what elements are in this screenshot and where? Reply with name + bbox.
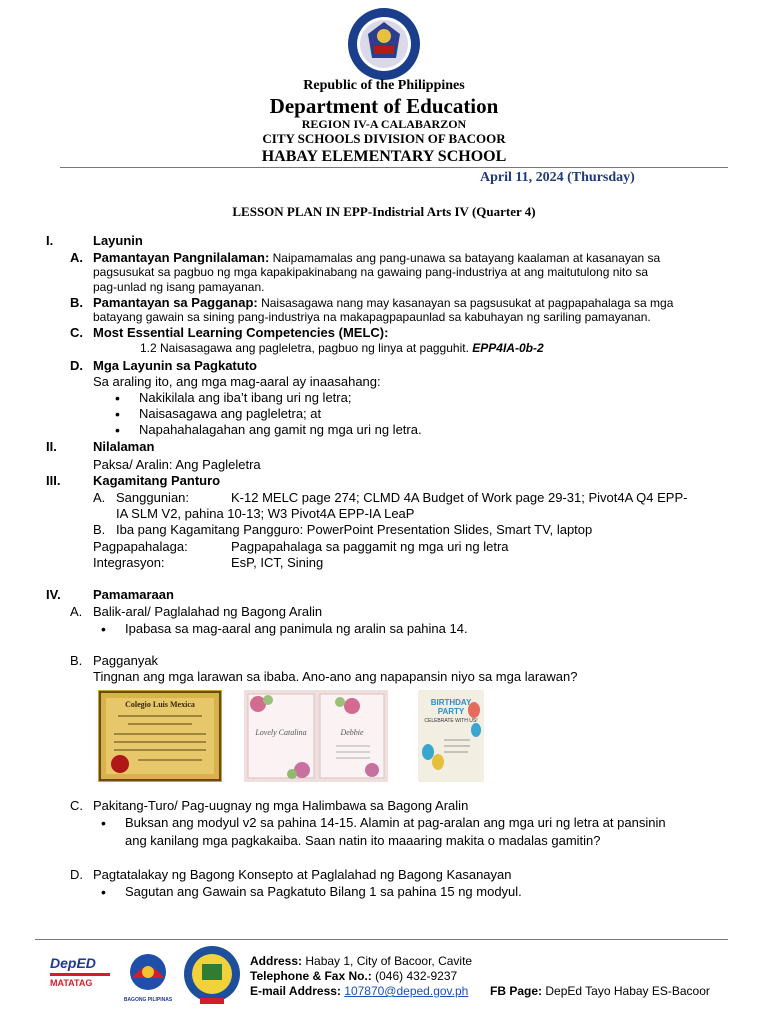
republic-text: Republic of the Philippines (303, 78, 465, 93)
pagpapahalaga-value: Pagpapahalaga sa paggamit ng mga uri ng letra (231, 539, 509, 554)
iv-b-heading: Pagganyak (93, 653, 159, 668)
section-ii-label: Nilalaman (93, 439, 155, 454)
address-label: Address: (250, 954, 303, 968)
i-a-letter: A. (70, 250, 83, 265)
i-a-heading: Pamantayan Pangnilalaman: (93, 250, 270, 265)
iii-a-letter: A. (93, 490, 106, 505)
birthday-subtitle: CELEBRATE WITH US! (424, 718, 478, 724)
objective-item: • Naisasagawa ang pagleletra; at (139, 406, 321, 422)
address-value: Habay 1, City of Bacoor, Cavite (305, 954, 473, 968)
objective-item: • Napahahalagahan ang gamit ng mga uri ng letra. (139, 422, 422, 438)
i-b-text: Naisasagawa nang may kasanayan sa pagsusukat at pagpapahalaga sa mga (261, 296, 674, 310)
i-a-text: Naipamamalas ang pang-unawa sa batayang kaalaman at kasanayan sa (272, 251, 661, 265)
email-link[interactable]: 107870@deped.gov.ph (344, 984, 469, 998)
melc-line (140, 341, 544, 356)
i-b-line2: batayang gawain sa sining pang-industriya na makapagpapaunlad sa kabuhayan ng sariling pamayanan. (93, 310, 651, 324)
i-d-heading: Mga Layunin sa Pagkatuto (93, 358, 257, 373)
iv-a-bullet: • Ipabasa sa mag-aaral ang panimula ng aralin sa pahina 14. (125, 621, 468, 637)
iv-d-letter: D. (70, 867, 83, 882)
i-b-heading: Pamantayan sa Pagganap: (93, 295, 258, 310)
iv-a-heading: Balik-aral/ Paglalahad ng Bagong Aralin (93, 604, 323, 619)
paksa-text: Paksa/ Aralin: Ang Pagleletra (93, 457, 261, 472)
iii-b-text: Iba pang Kagamitang Pangguro: PowerPoint Presentation Slides, Smart TV, laptop (116, 522, 593, 537)
lesson-title: LESSON PLAN IN EPP-Indistrial Arts IV (Quarter 4) (232, 204, 536, 219)
iii-a-line2: IA SLM V2, pahina 10-13; W3 Pivot4A EPP-IA LeaP (116, 506, 415, 521)
iv-c-line1: • Buksan ang modyul v2 sa pahina 14-15. Alamin at pag-aralan ang mga uri ng letra at pansinin (125, 815, 666, 831)
section-iv-label: Pamamaraan (93, 587, 174, 602)
deped-seal (346, 6, 422, 82)
bagong-pilipinas-logo (118, 952, 178, 1002)
fb-value: DepEd Tayo Habay ES-Bacoor (545, 984, 710, 998)
section-iii-label: Kagamitang Panturo (93, 473, 221, 488)
iii-a-label: Sanggunian: (116, 490, 190, 505)
division-text: CITY SCHOOLS DIVISION OF BACOOR (262, 131, 506, 146)
section-iv-num: IV. (46, 587, 61, 602)
i-a-line2: pagsusukat sa pagbuo ng mga kapakipakinabang na gawaing pang-industriya at ang maitutulong nito sa (93, 265, 649, 279)
department-title: Department of Education (269, 94, 499, 118)
section-iii-num: III. (46, 473, 61, 488)
footer-email (250, 984, 468, 999)
i-c-letter: C. (70, 325, 83, 340)
phone-value: (046) 432-9237 (375, 969, 458, 983)
iv-c-letter: C. (70, 798, 83, 813)
habay-school-logo (182, 944, 242, 1006)
i-b-line1 (93, 295, 733, 311)
birthday-invitation-image (418, 690, 484, 782)
invite-left-name: Lovely Catalina (255, 728, 307, 737)
matatag-text: MATATAG (50, 978, 93, 988)
email-label: E-mail Address: (250, 984, 341, 998)
birthday-title: BIRTHDAY PARTY (430, 698, 472, 716)
iv-b-letter: B. (70, 653, 83, 668)
school-name: HABAY ELEMENTARY SCHOOL (261, 148, 507, 165)
invite-right-name: Debbie (340, 728, 364, 737)
i-d-intro: Sa araling ito, ang mga mag-aaral ay inaasahang: (93, 374, 381, 389)
iv-c-heading: Pakitang-Turo/ Pag-uugnay ng mga Halimbawa sa Bagong Aralin (93, 798, 469, 813)
i-b-letter: B. (70, 295, 83, 310)
integrasyon-value: EsP, ICT, Sining (231, 555, 324, 570)
section-i-label: Layunin (93, 233, 143, 248)
iv-d-bullet: • Sagutan ang Gawain sa Pagkatuto Bilang 1 sa pahina 15 ng modyul. (125, 884, 522, 900)
integrasyon-label: Integrasyon: (93, 555, 165, 570)
iv-d-heading: Pagtatalakay ng Bagong Konsepto at Paglalahad ng Bagong Kasanayan (93, 867, 512, 882)
i-d-letter: D. (70, 358, 83, 373)
deped-logo-text: DepED (50, 955, 96, 971)
footer-divider (35, 939, 728, 940)
section-ii-num: II. (46, 439, 57, 454)
certificate-image (98, 690, 222, 782)
iv-c-line2: ang kanilang mga pagkakaiba. Saan natin ito maaaring makita o madalas gamitin? (125, 833, 601, 848)
bagong-pilipinas-text: BAGONG PILIPINAS (123, 997, 173, 1003)
footer-address (250, 954, 472, 969)
footer-fb (490, 984, 710, 999)
lesson-date: April 11, 2024 (Thursday) (480, 170, 635, 185)
melc-text: 1.2 Naisasagawa ang pagleletra, pagbuo ng linya at pagguhit. (140, 341, 469, 355)
iv-b-text: Tingnan ang mga larawan sa ibaba. Ano-ano ang napapansin niyo sa mga larawan? (93, 669, 578, 684)
iii-b-letter: B. (93, 522, 106, 537)
section-i-num: I. (46, 233, 54, 248)
objective-item: • Nakikilala ang iba’t ibang uri ng letra; (139, 390, 351, 406)
pagpapahalaga-label: Pagpapahalaga: (93, 539, 188, 554)
i-a-line3: pag-unlad ng isang pamayanan. (93, 280, 265, 294)
certificate-title: Colegio Luis Mexica (125, 700, 195, 709)
phone-label: Telephone & Fax No.: (250, 969, 372, 983)
region-text: REGION IV-A CALABARZON (301, 117, 467, 131)
wedding-invitation-image (244, 690, 388, 782)
header-divider (60, 167, 728, 168)
iii-a-line1: K-12 MELC page 274; CLMD 4A Budget of Work page 29-31; Pivot4A Q4 EPP- (231, 490, 688, 505)
fb-label: FB Page: (490, 984, 543, 998)
deped-matatag-logo (50, 955, 110, 1001)
i-c-heading: Most Essential Learning Competencies (MELC): (93, 325, 389, 340)
i-a-line1 (93, 250, 733, 266)
iv-a-letter: A. (70, 604, 83, 619)
footer-phone (250, 969, 457, 984)
melc-code: EPP4IA-0b-2 (472, 341, 544, 355)
